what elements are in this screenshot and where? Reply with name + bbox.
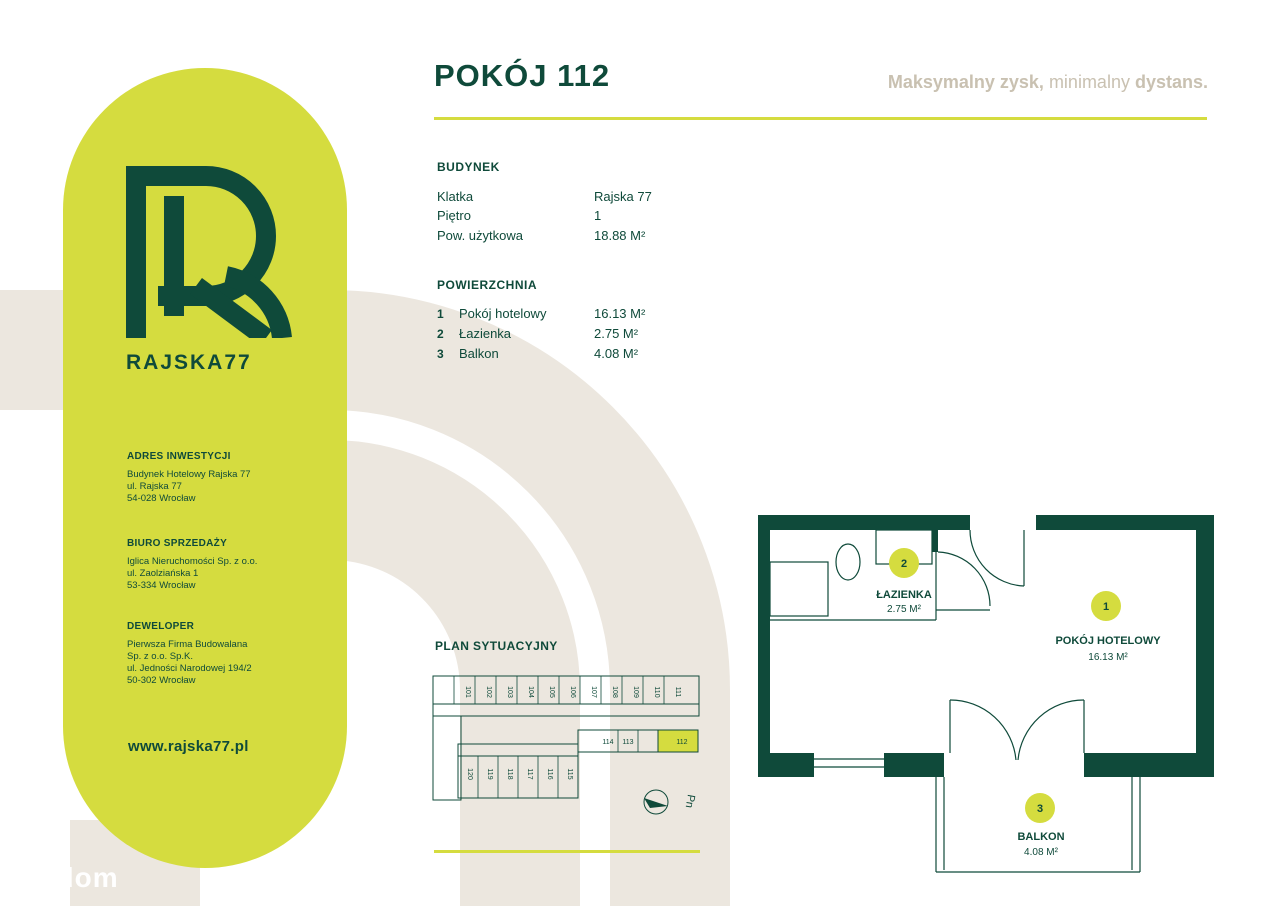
site-room-label: 118: [506, 768, 513, 780]
building-heading: BUDYNEK: [437, 160, 500, 174]
building-value: 1: [594, 208, 602, 223]
compass-icon: [644, 790, 668, 814]
wall: [932, 530, 938, 552]
room-name: BALKON: [1017, 831, 1065, 843]
building-value: 18.88 M²: [594, 228, 646, 243]
site-room-label: 104: [527, 686, 534, 698]
site-plan-divider: [434, 850, 700, 853]
site-room-label: 120: [466, 768, 473, 780]
wall: [1196, 515, 1214, 777]
wall: [1036, 515, 1214, 530]
site-room-label: 110: [653, 686, 660, 698]
surface-label: Balkon: [459, 346, 499, 361]
surface-value: 2.75 M²: [594, 326, 639, 341]
wall: [1084, 753, 1214, 777]
room-name: POKÓJ HOTELOWY: [1055, 635, 1161, 647]
site-room-label: 103: [506, 686, 513, 698]
developer-line: 50-302 Wrocław: [127, 675, 196, 686]
developer-line: Pierwsza Firma Budowalana: [127, 639, 248, 650]
wall: [758, 515, 770, 777]
building-value: Rajska 77: [594, 189, 652, 204]
surface-heading: POWIERZCHNIA: [437, 278, 537, 292]
site-room-label: 115: [566, 768, 573, 780]
site-room-label: 106: [569, 686, 576, 698]
site-room-label: 114: [602, 739, 614, 746]
room-number: 2: [900, 558, 908, 570]
wall: [758, 753, 814, 777]
balcony-door-right: [1018, 700, 1084, 760]
office-line: Iglica Nieruchomości Sp. z o.o.: [127, 556, 258, 567]
building-label: Pow. użytkowa: [437, 228, 523, 243]
floor-plan: [750, 510, 1220, 875]
watermark: otodom: [10, 862, 119, 893]
surface-number: 3: [437, 347, 444, 361]
website-link[interactable]: www.rajska77.pl: [128, 738, 249, 755]
site-plan-heading: PLAN SYTUACYJNY: [435, 639, 558, 653]
site-room-label: 107: [590, 686, 597, 698]
surface-number: 1: [437, 307, 444, 321]
building-label: Piętro: [437, 208, 471, 223]
room-number: 1: [1102, 601, 1110, 613]
site-room-label: 119: [486, 768, 493, 780]
address-line: Budynek Hotelowy Rajska 77: [127, 469, 251, 480]
brand-name: RAJSKA77: [126, 351, 252, 374]
site-plan: [430, 664, 710, 824]
surface-value: 4.08 M²: [594, 346, 639, 361]
site-room-label: 108: [611, 686, 618, 698]
address-line: ul. Rajska 77: [127, 481, 182, 492]
logo-icon: [126, 166, 292, 338]
room-name: ŁAZIENKA: [876, 589, 932, 601]
entrance-door: [970, 530, 1024, 586]
surface-value: 16.13 M²: [594, 306, 646, 321]
room-area: 16.13 M²: [1088, 652, 1128, 663]
surface-number: 2: [437, 327, 444, 341]
address-line: 54-028 Wrocław: [127, 493, 196, 504]
street-label: Pn: [682, 793, 697, 809]
room-area: 4.08 M²: [1024, 847, 1058, 858]
site-room-label: 117: [526, 768, 533, 780]
room-number: 3: [1036, 803, 1044, 815]
site-room-label: 105: [548, 686, 555, 698]
building-label: Klatka: [437, 189, 474, 204]
balcony-door-left: [950, 700, 1016, 760]
site-room-label: 113: [622, 739, 634, 746]
site-room-label: 112: [676, 739, 688, 746]
site-room-label: 116: [546, 768, 553, 780]
page-title: POKÓJ 112: [434, 58, 611, 93]
site-room-label: 109: [632, 686, 639, 698]
surface-label: Łazienka: [459, 326, 512, 341]
tagline: Maksymalny zysk, minimalny dystans.: [887, 72, 1208, 92]
shower-tray: [770, 562, 828, 616]
site-room-label: 111: [674, 686, 681, 698]
toilet: [836, 544, 860, 580]
room-area: 2.75 M²: [887, 604, 921, 615]
header-divider: [434, 117, 1207, 120]
office-line: ul. Zaolziańska 1: [127, 568, 199, 579]
developer-heading: DEWELOPER: [127, 621, 195, 632]
wall: [758, 515, 970, 530]
office-line: 53-334 Wrocław: [127, 580, 196, 591]
office-heading: BIURO SPRZEDAŻY: [127, 538, 228, 549]
developer-line: ul. Jedności Narodowej 194/2: [127, 663, 252, 674]
site-room-label: 102: [485, 686, 492, 698]
wall: [884, 753, 944, 777]
developer-line: Sp. z o.o. Sp.K.: [127, 651, 194, 662]
site-room-label: 101: [464, 686, 471, 698]
site-core: [433, 716, 461, 800]
address-heading: ADRES INWESTYCJI: [127, 451, 231, 462]
bathroom-door: [938, 552, 990, 606]
surface-label: Pokój hotelowy: [459, 306, 547, 321]
